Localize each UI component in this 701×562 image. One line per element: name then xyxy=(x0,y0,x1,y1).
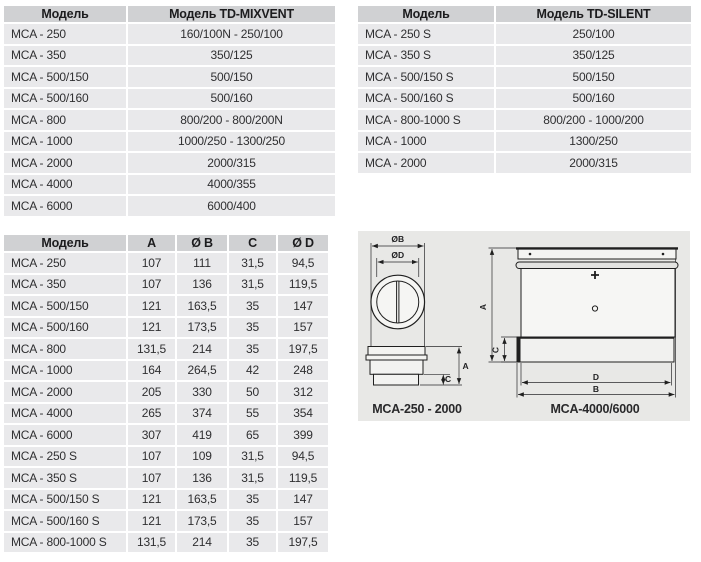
model-cell: MCA - 2000 xyxy=(4,153,126,173)
right-drawing-caption: MCA-4000/6000 xyxy=(550,402,640,416)
table-row xyxy=(4,511,328,531)
value-cell: 35 xyxy=(229,318,276,338)
table-row xyxy=(4,404,328,424)
left-dim-c-label: C xyxy=(445,374,452,384)
table-row xyxy=(4,361,328,381)
right-drawing-mca-4000-6000 xyxy=(489,248,679,398)
model-cell: MCA - 2000 xyxy=(4,382,126,402)
value-cell: 107 xyxy=(128,253,175,273)
table-row xyxy=(4,196,335,216)
value-cell: 111 xyxy=(177,253,227,273)
model-cell: MCA - 4000 xyxy=(4,404,126,424)
right-dim-a-label: A xyxy=(478,303,488,311)
value-cell: 31,5 xyxy=(229,275,276,295)
table-row xyxy=(4,24,335,44)
table-row xyxy=(358,132,691,152)
value-cell: 264,5 xyxy=(177,361,227,381)
table-row xyxy=(4,46,335,66)
table-row xyxy=(358,89,691,109)
column-header: Ø B xyxy=(177,235,227,251)
value-cell: 35 xyxy=(229,296,276,316)
value-cell: 31,5 xyxy=(229,447,276,467)
value-cell: 250/100 xyxy=(496,24,691,44)
value-cell: 205 xyxy=(128,382,175,402)
table-row xyxy=(4,447,328,467)
table-row xyxy=(4,110,335,130)
value-cell: 2000/315 xyxy=(496,153,691,173)
model-cell: MCA - 800-1000 S xyxy=(358,110,494,130)
value-cell: 121 xyxy=(128,318,175,338)
value-cell: 94,5 xyxy=(278,447,328,467)
value-cell: 121 xyxy=(128,511,175,531)
right-dim-b-label: B xyxy=(592,384,600,394)
value-cell: 147 xyxy=(278,490,328,510)
left-drawing-mca-250-2000 xyxy=(366,243,462,385)
value-cell: 500/160 xyxy=(496,89,691,109)
table-row xyxy=(358,24,691,44)
value-cell: 350/125 xyxy=(128,46,335,66)
right-dim-c-label: C xyxy=(490,346,501,354)
model-cell: MCA - 350 xyxy=(4,275,126,295)
value-cell: 4000/355 xyxy=(128,175,335,195)
column-header: C xyxy=(229,235,276,251)
value-cell: 147 xyxy=(278,296,328,316)
value-cell: 136 xyxy=(177,275,227,295)
value-cell: 35 xyxy=(229,339,276,359)
left-dim-ob-label: ØB xyxy=(391,234,405,244)
table-row xyxy=(4,275,328,295)
table-row xyxy=(4,132,335,152)
header-row xyxy=(4,6,335,22)
mixvent-correspondence-table xyxy=(2,4,337,218)
value-cell: 35 xyxy=(229,533,276,553)
value-cell: 173,5 xyxy=(177,318,227,338)
model-cell: MCA - 500/150 xyxy=(4,296,126,316)
model-cell: MCA - 500/160 S xyxy=(358,89,494,109)
value-cell: 42 xyxy=(229,361,276,381)
model-cell: MCA - 250 xyxy=(4,24,126,44)
value-cell: 354 xyxy=(278,404,328,424)
silent-correspondence-table xyxy=(356,4,693,175)
right-dim-d-label: D xyxy=(592,372,600,382)
value-cell: 157 xyxy=(278,511,328,531)
table-row xyxy=(358,46,691,66)
value-cell: 119,5 xyxy=(278,468,328,488)
value-cell: 121 xyxy=(128,296,175,316)
model-cell: MCA - 500/160 xyxy=(4,318,126,338)
table-row xyxy=(4,296,328,316)
value-cell: 131,5 xyxy=(128,339,175,359)
table-row xyxy=(4,89,335,109)
value-cell: 157 xyxy=(278,318,328,338)
table-row xyxy=(358,153,691,173)
model-cell: MCA - 500/150 xyxy=(4,67,126,87)
table-row xyxy=(4,175,335,195)
value-cell: 500/160 xyxy=(128,89,335,109)
column-header: Ø D xyxy=(278,235,328,251)
value-cell: 800/200 - 800/200N xyxy=(128,110,335,130)
value-cell: 399 xyxy=(278,425,328,445)
model-cell: MCA - 350 S xyxy=(358,46,494,66)
value-cell: 312 xyxy=(278,382,328,402)
value-cell: 94,5 xyxy=(278,253,328,273)
column-header: Модель xyxy=(4,235,126,251)
value-cell: 107 xyxy=(128,275,175,295)
model-cell: MCA - 500/150 S xyxy=(358,67,494,87)
column-header: Модель TD-MIXVENT xyxy=(128,6,335,22)
value-cell: 163,5 xyxy=(177,490,227,510)
left-drawing-caption: MCA-250 - 2000 xyxy=(372,402,462,416)
value-cell: 121 xyxy=(128,490,175,510)
column-header: Модель xyxy=(358,6,494,22)
value-cell: 248 xyxy=(278,361,328,381)
model-cell: MCA - 500/160 S xyxy=(4,511,126,531)
model-cell: MCA - 250 S xyxy=(358,24,494,44)
value-cell: 800/200 - 1000/200 xyxy=(496,110,691,130)
table-row xyxy=(4,468,328,488)
value-cell: 119,5 xyxy=(278,275,328,295)
model-cell: MCA - 250 xyxy=(4,253,126,273)
value-cell: 500/150 xyxy=(496,67,691,87)
column-header: Модель TD-SILENT xyxy=(496,6,691,22)
value-cell: 35 xyxy=(229,511,276,531)
header-row xyxy=(4,235,328,251)
table-row xyxy=(4,339,328,359)
value-cell: 6000/400 xyxy=(128,196,335,216)
value-cell: 65 xyxy=(229,425,276,445)
model-cell: MCA - 1000 xyxy=(4,132,126,152)
left-dim-a-label: A xyxy=(462,361,469,371)
model-cell: MCA - 350 xyxy=(4,46,126,66)
value-cell: 31,5 xyxy=(229,468,276,488)
model-cell: MCA - 4000 xyxy=(4,175,126,195)
value-cell: 330 xyxy=(177,382,227,402)
value-cell: 31,5 xyxy=(229,253,276,273)
table-row xyxy=(4,382,328,402)
table-row xyxy=(4,318,328,338)
value-cell: 1300/250 xyxy=(496,132,691,152)
table-row xyxy=(358,110,691,130)
value-cell: 350/125 xyxy=(496,46,691,66)
value-cell: 107 xyxy=(128,447,175,467)
value-cell: 173,5 xyxy=(177,511,227,531)
table-row xyxy=(4,153,335,173)
model-cell: MCA - 500/150 S xyxy=(4,490,126,510)
model-cell: MCA - 1000 xyxy=(358,132,494,152)
value-cell: 164 xyxy=(128,361,175,381)
value-cell: 35 xyxy=(229,490,276,510)
model-cell: MCA - 500/160 xyxy=(4,89,126,109)
value-cell: 214 xyxy=(177,533,227,553)
value-cell: 307 xyxy=(128,425,175,445)
table-row xyxy=(4,425,328,445)
value-cell: 265 xyxy=(128,404,175,424)
dimensions-diagram-panel xyxy=(358,231,690,421)
model-cell: MCA - 6000 xyxy=(4,196,126,216)
dimensions-table xyxy=(2,233,330,554)
value-cell: 1000/250 - 1300/250 xyxy=(128,132,335,152)
value-cell: 160/100N - 250/100 xyxy=(128,24,335,44)
table-row xyxy=(4,490,328,510)
value-cell: 197,5 xyxy=(278,533,328,553)
model-cell: MCA - 800 xyxy=(4,339,126,359)
model-cell: MCA - 800-1000 S xyxy=(4,533,126,553)
value-cell: 107 xyxy=(128,468,175,488)
value-cell: 419 xyxy=(177,425,227,445)
model-cell: MCA - 250 S xyxy=(4,447,126,467)
model-cell: MCA - 1000 xyxy=(4,361,126,381)
value-cell: 55 xyxy=(229,404,276,424)
table-row xyxy=(4,533,328,553)
header-row xyxy=(358,6,691,22)
table-row xyxy=(4,253,328,273)
column-header: A xyxy=(128,235,175,251)
value-cell: 214 xyxy=(177,339,227,359)
model-cell: MCA - 6000 xyxy=(4,425,126,445)
value-cell: 131,5 xyxy=(128,533,175,553)
value-cell: 50 xyxy=(229,382,276,402)
value-cell: 500/150 xyxy=(128,67,335,87)
value-cell: 136 xyxy=(177,468,227,488)
column-header: Модель xyxy=(4,6,126,22)
model-cell: MCA - 350 S xyxy=(4,468,126,488)
value-cell: 2000/315 xyxy=(128,153,335,173)
left-dim-od-label: ØD xyxy=(391,250,405,260)
value-cell: 197,5 xyxy=(278,339,328,359)
model-cell: MCA - 800 xyxy=(4,110,126,130)
table-row xyxy=(358,67,691,87)
table-row xyxy=(4,67,335,87)
model-cell: MCA - 2000 xyxy=(358,153,494,173)
value-cell: 374 xyxy=(177,404,227,424)
value-cell: 163,5 xyxy=(177,296,227,316)
value-cell: 109 xyxy=(177,447,227,467)
